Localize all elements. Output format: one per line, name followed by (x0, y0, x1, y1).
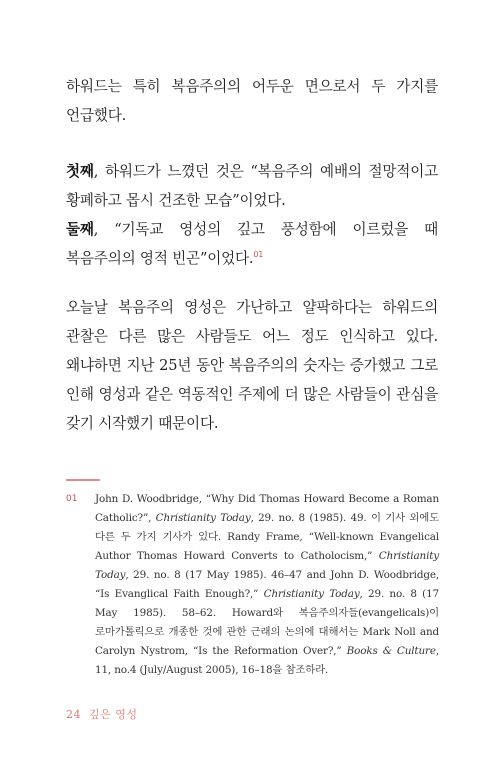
page-footer (66, 706, 138, 722)
footnote-text (95, 490, 439, 680)
page-number: 24 (66, 708, 81, 721)
footnote-part: John D. Woodbridge, “Why Did Thomas Howard Become a Roman Catholic?”, (95, 493, 439, 524)
footnote-number: 01 (66, 494, 78, 504)
footnote-part: , 29. no. 8 (17 May 1985). 58–62. Howard와 복음주의자들(evangelicals)이 로마가톨릭으로 개종한 것에 관한 근래의 논의에 대해서는 Mark Noll and Carolyn Nystrom, “Is the Reformation Over?,” (95, 588, 439, 657)
first-point-label: 첫째 (66, 163, 94, 180)
footnote-part: , 29. no. 8 (1985). 49. 이 기사 외에도 다른 두 가지 기사가 있다. Randy Frame, “Well-known Evangelical Author Thomas Howard Converts to Catholocism,” (95, 512, 439, 562)
second-point-text: , “기독교 영성의 깊고 풍성함에 이르렀을 때 복음주의의 영적 빈곤”이었다. (66, 221, 438, 267)
journal-title: Christianity Today (95, 550, 439, 581)
second-point-label: 둘째 (66, 221, 94, 238)
running-title: 깊은 영성 (89, 708, 138, 721)
journal-title: Christianity Today (263, 588, 360, 600)
first-point-text: , 하워드가 느꼈던 것은 “복음주의 예배의 절망적이고 황폐하고 몹시 건조한 모습”이었다. (66, 163, 438, 209)
footnote-reference[interactable]: 01 (253, 250, 264, 259)
footnote-part: , 11, no.4 (July/August 2005), 16–18을 참조하라. (95, 645, 439, 676)
journal-title: Books & Culture (346, 645, 436, 657)
footnote-part: , 29. no. 8 (17 May 1985). 46–47 and John D. Woodbridge, “Is Evanglical Faith Enough?,” (95, 569, 439, 600)
paragraph-two-points (66, 157, 438, 273)
journal-title: Christianity Today (155, 512, 251, 524)
paragraph-observation: 오늘날 복음주의 영성은 가난하고 얄팍하다는 하워드의 관찰은 다른 많은 사람들도 어느 정도 인식하고 있다. 왜냐하면 지난 25년 동안 복음주의의 숫자는 증가했고 그로 인해 영성과 같은 역동적인 주제에 더 많은 사람들이 관심을 갖기 시작했기 때문이다. (66, 299, 438, 432)
footnote-divider (66, 479, 100, 481)
paragraph-intro: 하워드는 특히 복음주의의 어두운 면으로서 두 가지를 언급했다. (66, 78, 438, 124)
